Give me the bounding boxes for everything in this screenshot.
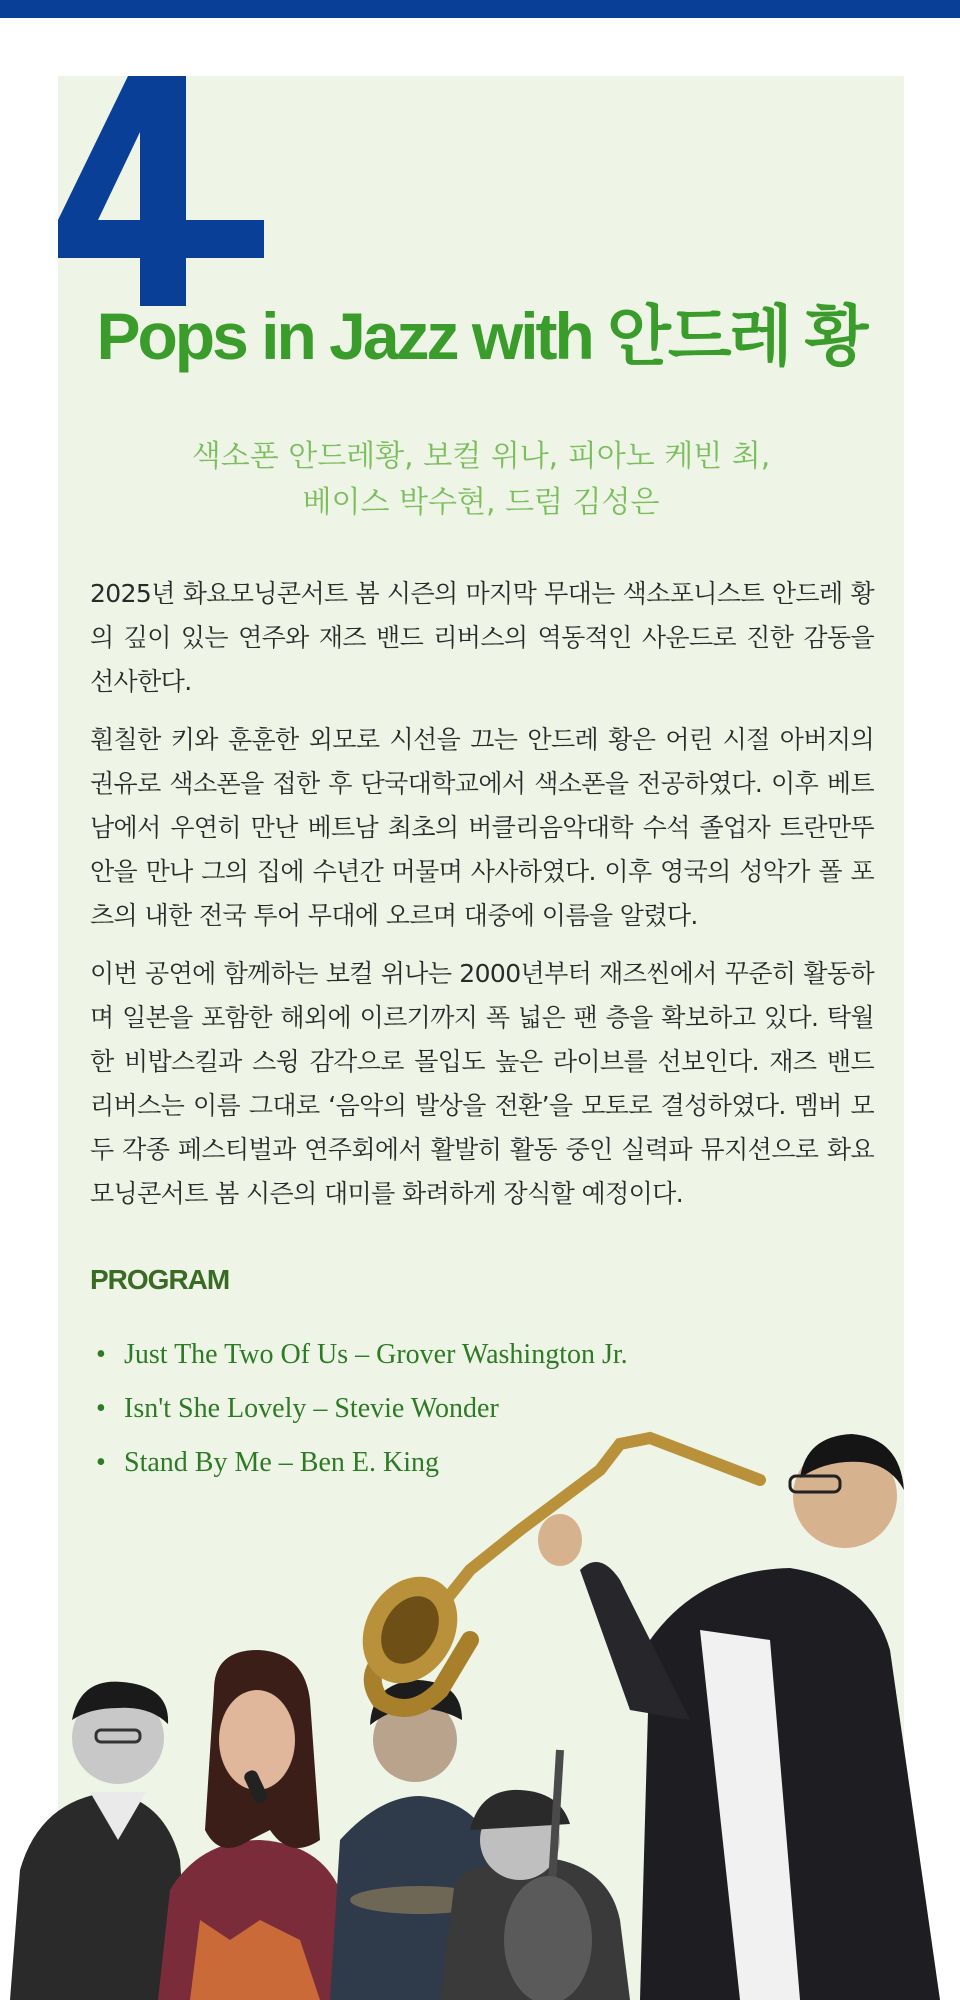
section-number-text: 4 (58, 46, 59, 47)
pianist-figure (10, 1682, 190, 2000)
program-item (96, 1328, 628, 1382)
description (90, 572, 874, 1230)
top-accent-bar (0, 0, 960, 18)
description-paragraph-1: 2025년 화요모닝콘서트 봄 시즌의 마지막 무대는 색소포니스트 안드레 황의 깊이 있는 연주와 재즈 밴드 리버스의 역동적인 사운드로 진한 감동을 선사한다. (90, 579, 874, 696)
bassist-figure (440, 1750, 630, 2000)
description-paragraph-3: 이번 공연에 함께하는 보컬 위나는 2000년부터 재즈씬에서 꾸준히 활동하며 일본을 포함한 해외에 이르기까지 폭 넓은 팬 층을 확보하고 있다. 탁월한 비밥스킬과 스윙 감각으로 몰입도 높은 라이브를 선보인다. 재즈 밴드 리버스는 이름 그대로 ‘음악의 발상을 전환’을 모토로 결성하였다. 멤버 모두 각종 페스티벌과 연주회에서 활발히 활동 중인 실력파 뮤지션으로 화요모닝콘서트 봄 시즌의 대미를 화려하게 장식할 예정이다. (90, 959, 874, 1208)
description-paragraph-2: 훤칠한 키와 훈훈한 외모로 시선을 끄는 안드레 황은 어린 시절 아버지의 권유로 색소폰을 접한 후 단국대학교에서 색소폰을 전공하였다. 이후 베트남에서 우연히 만난 베트남 최초의 버클리음악대학 수석 졸업자 트란만뚜안을 만나 그의 집에 수년간 머물며 사사하였다. 이후 영국의 성악가 폴 포츠의 내한 전국 투어 무대에 오르며 대중에 이름을 알렸다. (90, 725, 874, 930)
program-heading: PROGRAM (90, 1264, 230, 1295)
bullet-icon: • (96, 1339, 106, 1370)
band-photo (0, 1420, 960, 2000)
bullet-icon: • (96, 1393, 106, 1424)
program-item-text: Isn't She Lovely – Stevie Wonder (124, 1393, 499, 1424)
program-item-text: Just The Two Of Us – Grover Washington Jr. (124, 1339, 628, 1370)
performer-lineup-line-1: 색소폰 안드레황, 보컬 위나, 피아노 케빈 최, (191, 439, 771, 474)
bullet-icon: • (96, 1447, 106, 1478)
section-number (58, 46, 268, 306)
number-four-glyph (58, 46, 268, 306)
performer-lineup (58, 434, 904, 526)
performer-lineup-line-2: 베이스 박수현, 드럼 김성은 (302, 485, 660, 520)
vocalist-figure (158, 1650, 350, 2000)
page-title: Pops in Jazz with 안드레 황 (96, 299, 866, 373)
program-item-text: Stand By Me – Ben E. King (124, 1447, 439, 1478)
